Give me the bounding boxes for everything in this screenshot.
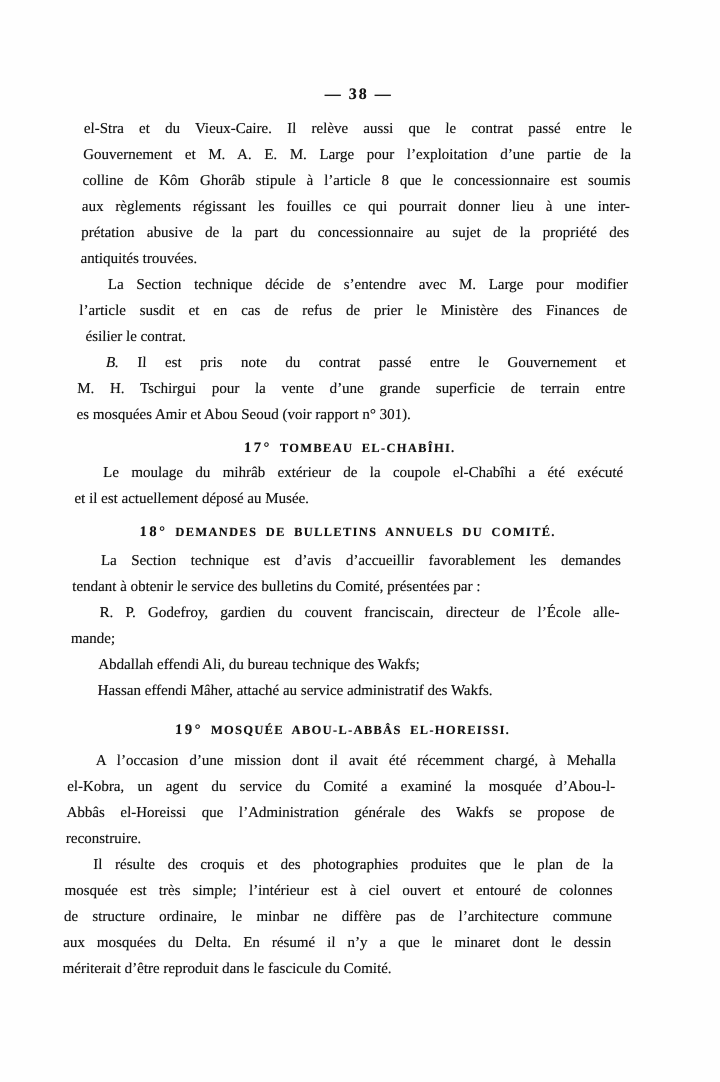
text-line: antiquités trouvées. (80, 251, 198, 267)
text-line: Hassan effendi Mâher, attaché au service administratif des Wakfs. (97, 683, 493, 699)
text-line: La Section technique est d’avis d’accueillir favorablement les demandes (100, 553, 622, 569)
text-line: reconstruire. (65, 831, 142, 847)
text-line: Le moulage du mihrâb extérieur de la coupole el-Chabîhi a été exécuté (102, 465, 624, 481)
text-line: et il est actuellement déposé au Musée. (74, 491, 310, 507)
text-line: aux règlements régissant les fouilles ce qui pourrait donner lieu à une inter- (81, 199, 631, 215)
paragraph (70, 652, 619, 678)
page-number: — 38 — (324, 86, 393, 103)
section-heading (73, 522, 622, 542)
paragraph (76, 350, 626, 428)
text-line: aux mosquées du Delta. En résumé il n’y a que le minaret dont le dessin (63, 935, 612, 951)
text-line: La Section technique décide de s’entendre avec M. Large pour modifier (107, 277, 629, 293)
heading-number: 18° (139, 524, 168, 540)
text-line: l’article susdit et en cas de refus de prier le Ministère des Finances de (79, 303, 628, 319)
text-line: M. H. Tschirgui pour la vente d’une grande superficie de terrain entre (77, 381, 626, 397)
heading-number: 19° (174, 722, 204, 738)
heading-number: 17° (243, 440, 273, 456)
paragraph (72, 548, 621, 600)
paragraph (71, 600, 620, 652)
paragraph (80, 116, 632, 272)
text-line: Abbâs el-Horeissi que l’Administration générale des Wakfs se propose de (66, 805, 615, 821)
text-line: tendant à obtenir le service des bulletins du Comité, présentées par : (72, 579, 481, 595)
text-line (78, 350, 627, 376)
heading-title: MOSQUÉE ABOU-L-ABBÂS EL-HOREISSI. (210, 723, 511, 737)
section-heading (68, 720, 617, 740)
italic-lead: B. (105, 355, 120, 371)
text-line: de structure ordinaire, le minbar ne diffère pas de l’architecture commune (63, 909, 613, 925)
paragraph (62, 852, 613, 982)
text-line: Abdallah effendi Ali, du bureau technique des Wakfs; (98, 657, 420, 673)
text-line: mosquée est très simple; l’intérieur est à ciel ouvert et entouré de colonnes (64, 883, 613, 899)
text-line: A l’occasion d’une mission dont il avait été récemment chargé, à Mehalla (95, 753, 617, 769)
text-block (62, 84, 633, 982)
heading-title: DEMANDES DE BULLETINS ANNUELS DU COMITÉ. (175, 525, 556, 539)
text-line: prétation abusive de la part du concessionnaire au sujet de la propriété des (81, 225, 630, 241)
text-line: es mosquées Amir et Abou Seoud (voir rapport n° 301). (76, 407, 412, 423)
heading-title: TOMBEAU EL-CHABÎHI. (279, 441, 456, 455)
text-line: el-Stra et du Vieux-Caire. Il relève aussi que le contrat passé entre le (83, 121, 633, 137)
section-heading (76, 438, 625, 458)
paragraph (66, 748, 617, 852)
paragraph (69, 678, 618, 704)
text-line: R. P. Godefroy, gardien du couvent franciscain, directeur de l’École alle- (99, 605, 620, 621)
text-line: Gouvernement et M. A. E. M. Large pour l’exploitation d’une partie de la (83, 147, 632, 163)
text-line: Il est pris note du contrat passé entre le Gouvernement et (118, 355, 627, 371)
text-line: Il résulte des croquis et des photographies produites que le plan de la (93, 857, 614, 873)
text-line: colline de Kôm Ghorâb stipule à l’article 8 que le concessionnaire est soumis (82, 173, 631, 189)
text-line: mériterait d’être reproduit dans le fascicule du Comité. (62, 961, 392, 977)
text-line: ésilier le contrat. (85, 329, 187, 345)
text-line: mande; (70, 631, 116, 647)
paragraph (74, 460, 623, 512)
paragraph (78, 272, 628, 350)
text-line: el-Kobra, un agent du service du Comité a examiné la mosquée d’Abou-l- (67, 779, 616, 795)
